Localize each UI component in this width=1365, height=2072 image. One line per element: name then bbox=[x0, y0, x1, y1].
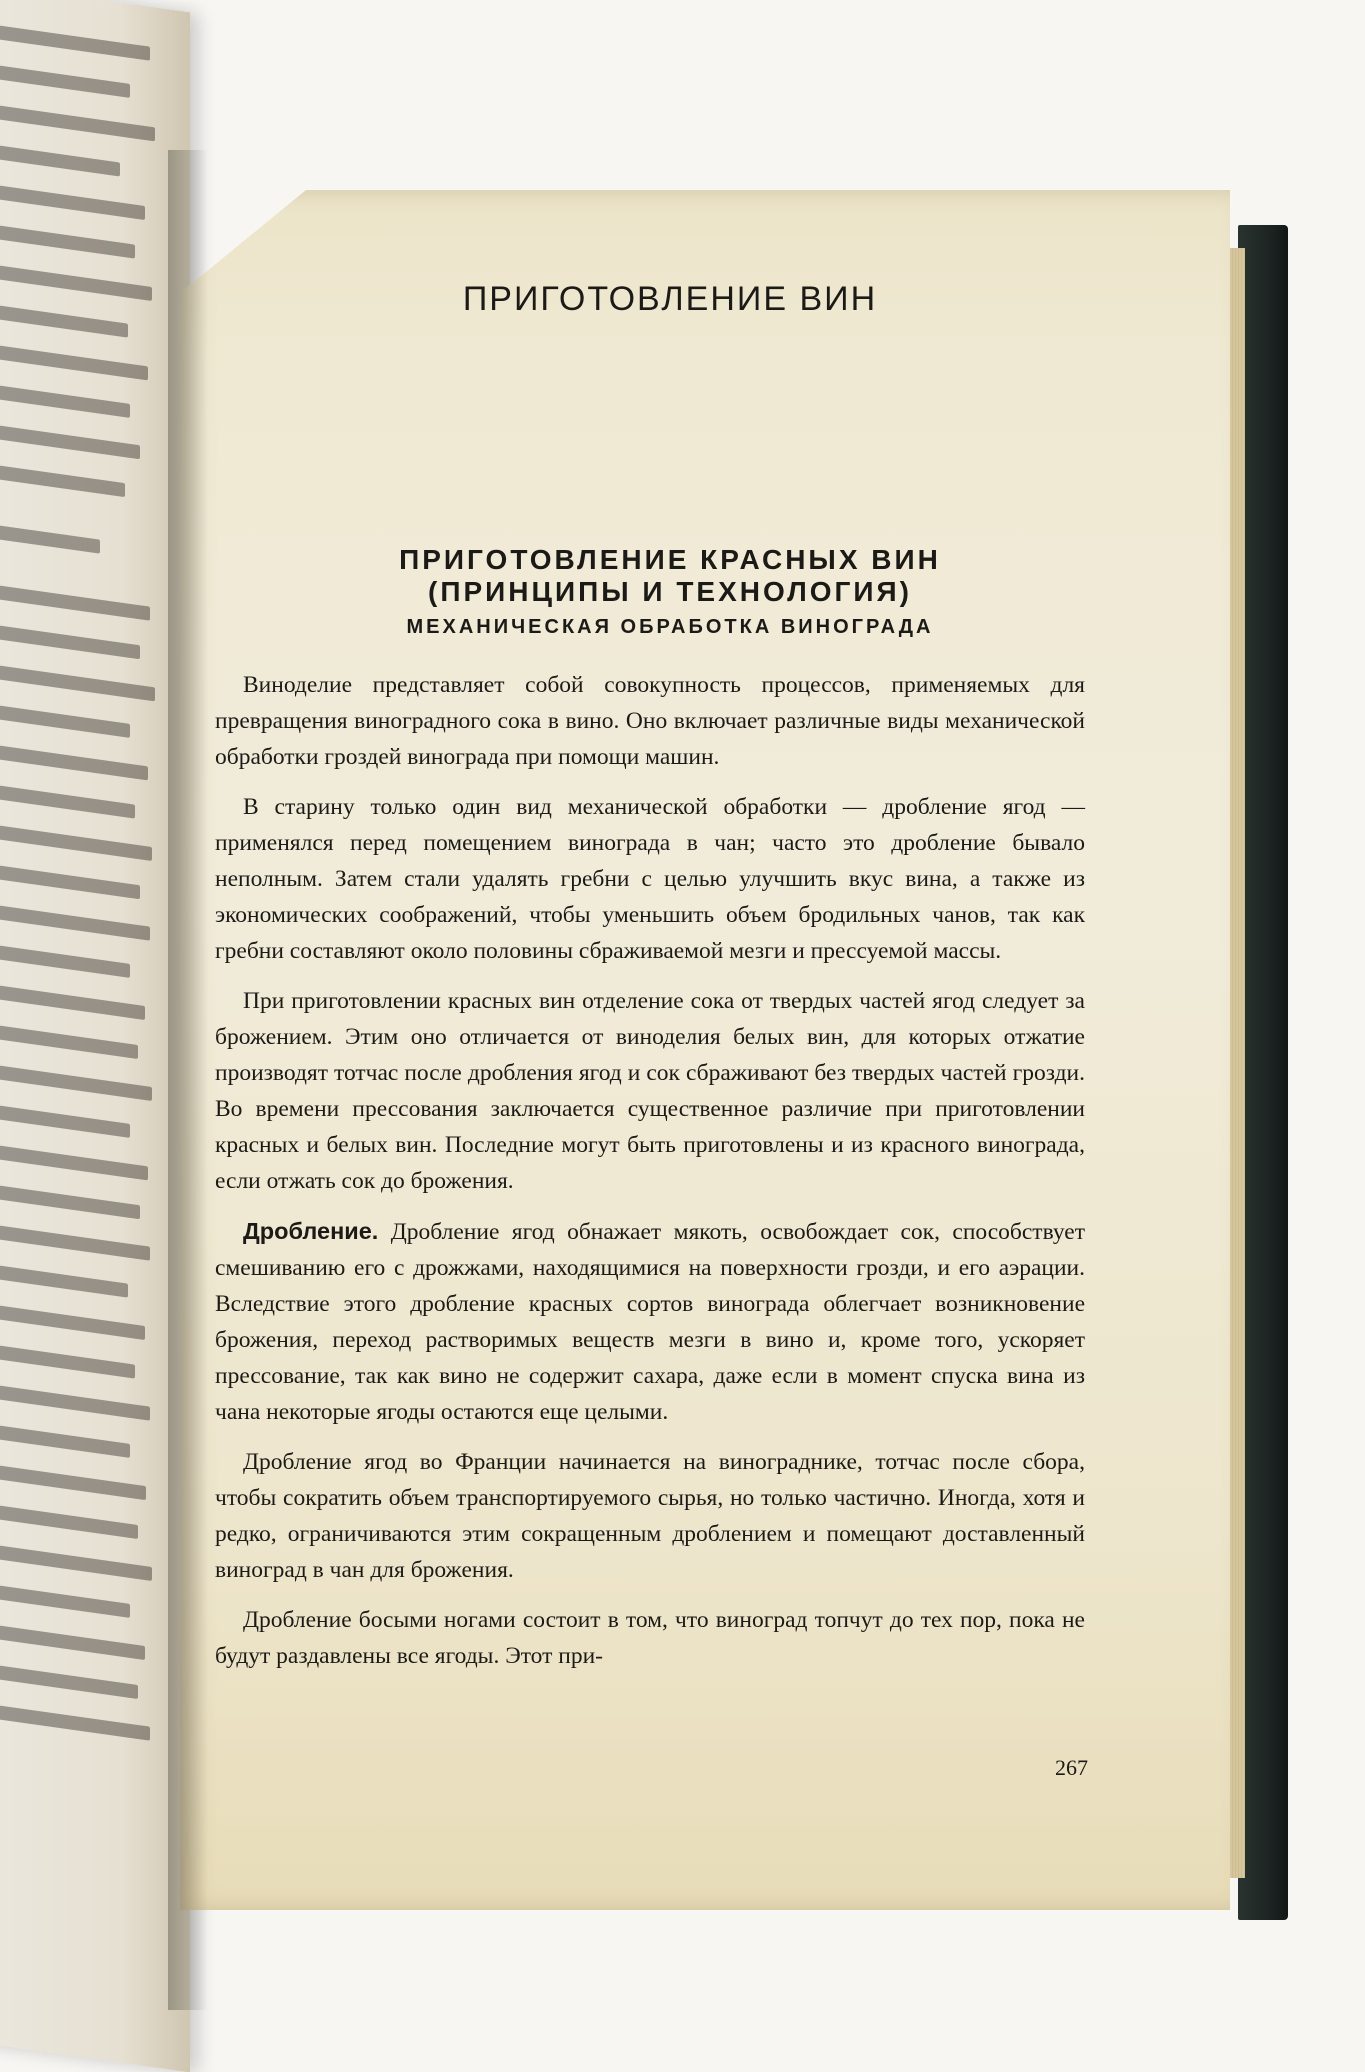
paragraph-crushing bbox=[215, 1213, 1085, 1430]
section-heading bbox=[255, 544, 1085, 608]
left-page-text-line bbox=[0, 983, 145, 1020]
left-page-text-line bbox=[0, 63, 130, 98]
left-page-text-line bbox=[0, 1343, 135, 1379]
paragraph: Дробление босыми ногами состоит в том, что виноград топчут до тех пор, пока не будут раздавлены все ягоды. Этот при- bbox=[215, 1607, 1085, 1670]
left-page-text-line bbox=[0, 1023, 138, 1059]
left-page-text-line bbox=[0, 623, 140, 659]
left-page-text-line bbox=[0, 1263, 128, 1298]
left-page-text-line bbox=[0, 523, 100, 554]
left-page-text-line bbox=[0, 1183, 140, 1219]
paragraph: В старину только один вид механической обработки — дробление ягод — применялся перед помещением винограда в чан; часто это дробление бывало неполным. Затем стали удалять гребни с целью улучшить вкус вина, а также из экономических соображений, чтобы уменьшить объем бродильных чанов, так как гребни составляют около половины сбраживаемой мезги и прессуемой массы. bbox=[215, 794, 1085, 965]
left-page-text-line bbox=[0, 1223, 150, 1261]
left-page-text-line bbox=[0, 1103, 130, 1138]
paragraph: Дробление ягод во Франции начинается на винограднике, тотчас после сбора, чтобы сократить объем транспортируемого сырья, но только частично. Иногда, хотя и редко, ограничиваются этим сокращенным дроблением и помещают доставленный виноград в чан для брожения. bbox=[215, 1449, 1085, 1584]
chapter-title: ПРИГОТОВЛЕНИЕ ВИН bbox=[462, 280, 878, 318]
section-heading-line-2: (ПРИНЦИПЫ И ТЕХНОЛОГИЯ) bbox=[428, 576, 912, 608]
left-page-text-line bbox=[0, 1543, 152, 1581]
paragraph: При приготовлении красных вин отделение сока от твердых частей ягод следует за брожением. Этим оно отличается от виноделия белых вин, для которых отжатие производят тотчас после дробления ягод и сок сбраживают без твердых частей грозди. Во времени прессования заключается существенное различие при приготовлении красных и белых вин. Последние могут быть приготовлены и из красного винограда, если отжать сок до брожения. bbox=[215, 988, 1085, 1195]
left-page-text-line bbox=[0, 743, 148, 781]
left-page-text-line bbox=[0, 663, 155, 702]
left-page-text-line bbox=[0, 1423, 130, 1458]
left-page-text-line bbox=[0, 223, 135, 259]
left-page-text-line bbox=[0, 1703, 150, 1741]
page-content bbox=[215, 280, 1085, 1688]
left-page-text-line bbox=[0, 383, 130, 418]
left-page-text-line bbox=[0, 23, 150, 61]
section-heading-line-1: ПРИГОТОВЛЕНИЕ КРАСНЫХ ВИН bbox=[399, 544, 941, 575]
left-page-text-line bbox=[0, 423, 140, 459]
book-cover-edge bbox=[1238, 225, 1288, 1920]
left-page-text-line bbox=[0, 703, 130, 738]
left-page-text-line bbox=[0, 943, 130, 978]
left-page-text-line bbox=[0, 143, 120, 177]
left-page-text-line bbox=[0, 903, 150, 941]
left-page-text-line bbox=[0, 343, 148, 381]
paragraph: Виноделие представляет собой совокупность процессов, применяемых для превращения виноградного сока в вино. Оно включает различные виды механической обработки гроздей винограда при помощи машин. bbox=[215, 672, 1085, 771]
left-page-text-line bbox=[0, 583, 150, 621]
left-page-text-line bbox=[0, 1063, 152, 1101]
left-page-text-line bbox=[0, 303, 128, 338]
left-page-text-line bbox=[0, 1383, 150, 1421]
left-page bbox=[0, 0, 190, 2072]
paragraph-lead-term: Дробление. bbox=[243, 1218, 379, 1245]
left-page-text-line bbox=[0, 1663, 138, 1699]
paragraph-crushing-text: Дробление ягод обнажает мякоть, освобождает сок, способствует смешиванию его с дрожжами, находящимися на поверхности грозди, и его аэрации. Вследствие этого дробление красных сортов винограда облегчает возникновение брожения, переход растворимых веществ мезги в вино и, кроме того, ускоряет прессование, так как вино не содержит сахара, даже если в момент спуска вина из чана некоторые ягоды остаются еще целыми. bbox=[215, 1219, 1085, 1426]
left-page-text-line bbox=[0, 1583, 130, 1618]
left-page-text-line bbox=[0, 263, 152, 301]
left-page-text-line bbox=[0, 183, 145, 220]
left-page-text-line bbox=[0, 1463, 146, 1500]
left-page-text-line bbox=[0, 1623, 145, 1660]
subsection-heading: МЕХАНИЧЕСКАЯ ОБРАБОТКА ВИНОГРАДА bbox=[406, 616, 934, 639]
left-page-text-line bbox=[0, 823, 152, 861]
left-page-text-line bbox=[0, 1143, 148, 1181]
book-gutter-shadow bbox=[168, 150, 208, 2010]
left-page-text-line bbox=[0, 783, 135, 819]
left-page-text-line bbox=[0, 1503, 138, 1539]
left-page-text-line bbox=[0, 1303, 145, 1340]
left-page-text-line bbox=[0, 103, 155, 142]
left-page-text-line bbox=[0, 863, 140, 899]
left-page-text-line bbox=[0, 463, 125, 497]
page-number: 267 bbox=[1055, 1755, 1088, 1780]
